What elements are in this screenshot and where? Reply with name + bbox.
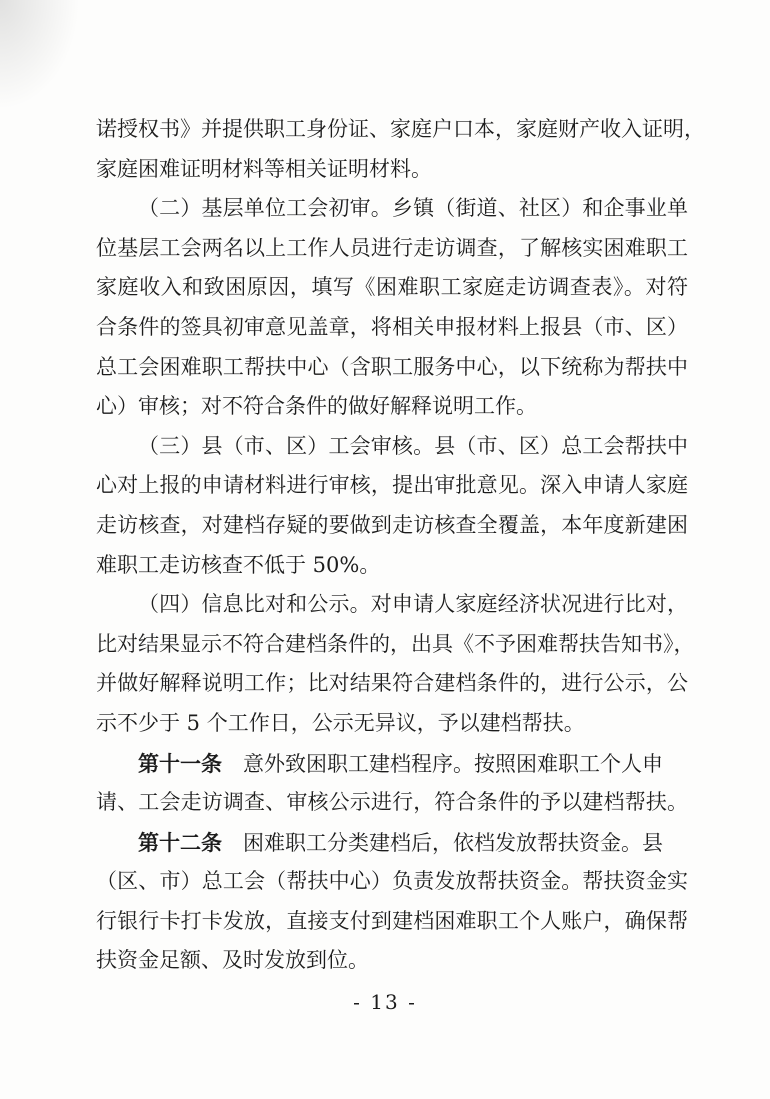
- text-line-2: 家庭困难证明材料等相关证明材料。: [96, 156, 432, 181]
- article-11-line-1: [96, 744, 688, 784]
- article-11-line-2: 请、工会走访调查、审核公示进行，符合条件的予以建档帮扶。: [96, 790, 688, 815]
- article-12-line-1: [96, 823, 688, 863]
- article-12-label: 第十二条: [138, 829, 222, 855]
- scan-shadow: [0, 0, 80, 110]
- section-2-line-6: 心）审核；对不符合条件的做好解释说明工作。: [96, 394, 537, 419]
- section-3-line-4: 难职工走访核查不低于 50%。: [96, 552, 381, 577]
- article-12-line-4: 扶资金足额、及时发放到位。: [96, 948, 369, 973]
- document-body: [96, 110, 705, 981]
- article-12-line-2: （区、市）总工会（帮扶中心）负责发放帮扶资金。帮扶资金实: [96, 869, 688, 894]
- section-2-line-5: 总工会困难职工帮扶中心（含职工服务中心，以下统称为帮扶中: [96, 354, 688, 379]
- section-4-line-3: 并做好解释说明工作；比对结果符合建档条件的，进行公示，公: [96, 671, 688, 696]
- section-2-line-3: 家庭收入和致困原因，填写《困难职工家庭走访调查表》。对符: [96, 275, 688, 300]
- article-11-label: 第十一条: [138, 750, 222, 776]
- section-2-line-2: 位基层工会两名以上工作人员进行走访调查，了解核实困难职工: [96, 235, 688, 260]
- section-2-line-1: （二）基层单位工会初审。乡镇（街道、社区）和企事业单: [138, 196, 688, 221]
- section-4-line-4: 示不少于 5 个工作日，公示无异议，予以建档帮扶。: [96, 710, 585, 735]
- section-3-line-1: （三）县（市、区）工会审核。县（市、区）总工会帮扶中: [138, 433, 688, 458]
- article-12-text: 困难职工分类建档后，依档发放帮扶资金。县: [243, 830, 663, 855]
- article-12-line-3: 行银行卡打卡发放，直接支付到建档困难职工个人账户，确保帮: [96, 908, 688, 933]
- section-2-line-4: 合条件的签具初审意见盖章，将相关申报材料上报县（市、区）: [96, 314, 688, 339]
- section-4-line-2: 比对结果显示不符合建档条件的，出具《不予困难帮扶告知书》，: [96, 631, 695, 656]
- article-11-text: 意外致困职工建档程序。按照困难职工个人申: [243, 751, 663, 776]
- page-number: - 13 -: [353, 990, 417, 1014]
- section-4-line-1: （四）信息比对和公示。对申请人家庭经济状况进行比对，: [138, 592, 688, 617]
- section-3-line-3: 走访核查，对建档存疑的要做到走访核查全覆盖，本年度新建困: [96, 512, 688, 537]
- section-3-line-2: 心对上报的申请材料进行审核，提出审批意见。深入申请人家庭: [96, 473, 688, 498]
- text-line-1: 诺授权书》并提供职工身份证、家庭户口本，家庭财产收入证明，: [96, 117, 705, 141]
